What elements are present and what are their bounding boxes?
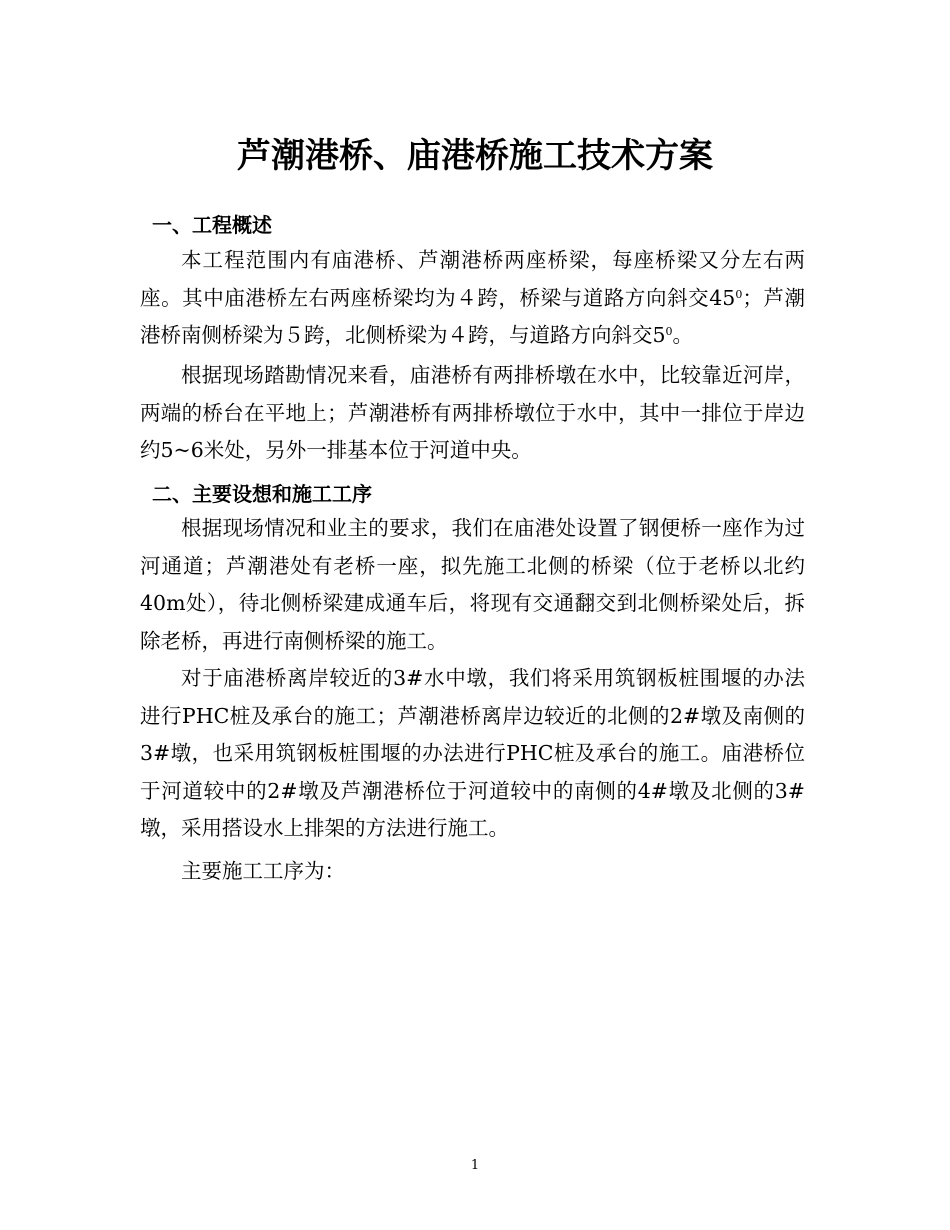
section-heading-overview: 一、工程概述 xyxy=(152,213,272,237)
degree-superscript: 0 xyxy=(735,287,743,301)
skew-angle-value: 5 xyxy=(652,323,666,347)
paragraph-overview-site: 根据现场踏勘情况来看，庙港桥有两排桥墩在水中，比较靠近河岸，两端的桥台在平地上；芦潮港桥有两排桥墩位于水中，其中一排位于岸边约5~6米处，另外一排基本位于河道中央。 xyxy=(140,363,805,462)
skew-angle-value: 45 xyxy=(709,285,736,310)
page-number: 1 xyxy=(470,1158,480,1173)
paragraph-text: 。 xyxy=(672,323,694,347)
paragraph-plan-crossing: 根据现场情况和业主的要求，我们在庙港处设置了钢便桥一座作为过河通道；芦潮港处有老桥一座，拟先施工北侧的桥梁（位于老桥以北约40m处），待北侧桥梁建成通车后，将现有交通翻交到北侧桥梁处后，拆除老桥，再进行南侧桥梁的施工。 xyxy=(140,516,805,653)
document-title: 芦潮港桥、庙港桥施工技术方案 xyxy=(237,136,713,176)
paragraph-overview-scope xyxy=(140,242,805,355)
degree-superscript: 0 xyxy=(665,325,673,338)
paragraph-text: 本工程范围内有庙港桥、芦潮港桥两座桥梁，每座桥梁又分左右两座。其中庙港桥左右两座桥梁均为４跨，桥梁与道路方向斜交 xyxy=(140,248,805,310)
paragraph-plan-sequence: 主要施工工序为： xyxy=(181,859,345,883)
section-heading-plan: 二、主要设想和施工工序 xyxy=(152,482,372,506)
paragraph-text: ；芦潮港桥南侧桥梁为５跨，北侧桥梁为４跨，与道路方向斜交 xyxy=(140,285,806,347)
paragraph-plan-piers: 对于庙港桥离岸较近的3#水中墩，我们将采用筑钢板桩围堰的办法进行PHC桩及承台的施工；芦潮港桥离岸边较近的北侧的2#墩及南侧的3#墩，也采用筑钢板桩围堰的办法进行PHC桩及承台的施工。庙港桥位于河道较中的2#墩及芦潮港桥位于河道较中的南侧的4#墩及北侧的3#墩，采用搭设水上排架的方法进行施工。 xyxy=(140,666,805,840)
